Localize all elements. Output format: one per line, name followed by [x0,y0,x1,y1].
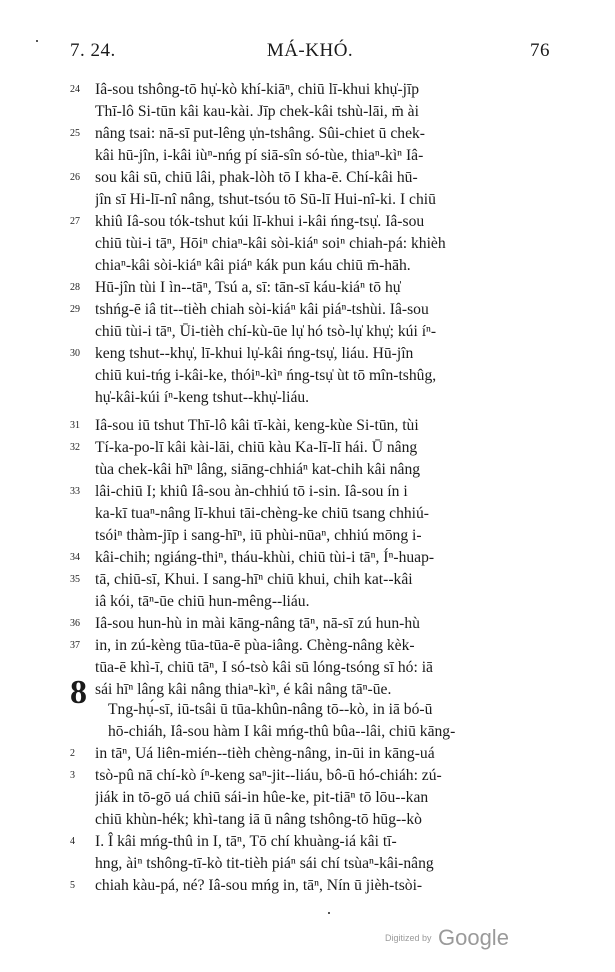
verse-number: 27 [70,216,80,227]
text-line: chiū khùn-hék; khì-tang iā ū nâng tshông-tō hūg--kò [95,811,422,828]
text-line: kâi hū-jîn, i-kâi iùⁿ-nńg pí siā-sîn só-tùe, thiaⁿ-kìⁿ Iâ- [95,147,424,164]
text-line: chiaⁿ-kâi sòi-kiáⁿ kâi piáⁿ kák pun káu chiū m̄-hāh. [95,257,411,274]
text-line: Iâ-sou tshông-tō hụ̍-kò khí-kiāⁿ, chiū lī-khui khụ̍-jīp [95,81,420,98]
text-line: tā, chiū-sī, Khui. I sang-hīⁿ chiū khui, chih kat--kâi [95,571,413,588]
verse-number: 35 [70,574,80,585]
text-line: ka-kī tuaⁿ-nâng lī-khui tāi-chèng-ke chiū tsang chhiú- [95,505,430,522]
text-line: hụ̍-kâi-kúi íⁿ-keng tshut--khụ̍-liáu. [95,389,310,406]
header-book-title: MÁ-KHÓ. [266,40,354,61]
text-line: Tng-hụ́-sī, iū-tsâi ū tūa-khûn-nâng tō--kò, in iā bó-ū [108,701,433,718]
text-line: Thī-lô Si-tūn kâi kau-kài. Jīp chek-kâi tshù-lāi, m̄ ài [95,103,419,120]
page-number: 76 [530,40,550,61]
text-line: keng tshut--khụ̍, lī-khui lụ̍-kâi ńng-tsụ̍, liáu. Hū-jîn [95,345,414,362]
text-line: tsò-pû nā chí-kò íⁿ-keng saⁿ-jit--liáu, bô-ū hó-chiáh: zú- [95,767,442,784]
text-line: Tí-ka-po-lī kâi kài-lāi, chiū kàu Ka-lī-lī hái. Ū nâng [95,439,418,456]
verse-number: 25 [70,128,80,139]
text-line: Iâ-sou hun-hù in mài kāng-nâng tāⁿ, nā-sī zú hun-hù [95,615,420,632]
text-line: chiū kui-tńg i-kâi-ke, thóiⁿ-kìⁿ ńng-tsụ̍ ùt tō mîn-tshûg, [95,367,437,384]
verse-number: 33 [70,486,80,497]
text-line: hng, àiⁿ tshông-tī-kò tit-tièh piáⁿ sái chí tsùaⁿ-kâi-nâng [95,855,434,872]
verse-number: 29 [70,304,80,315]
text-line: tshńg-ē iâ tit--tièh chiah sòi-kiáⁿ kâi piáⁿ-tshùi. Iâ-sou [95,301,429,318]
running-header [70,40,550,66]
digitization-watermark [385,925,509,955]
text-line: nâng tsai: nā-sī put-lêng ụ̍n-tshâng. Sûi-chiet ū chek- [95,125,425,142]
verse-number: 36 [70,618,80,629]
verse-number: 4 [70,836,75,847]
verse-number: 24 [70,84,80,95]
text-line: lâi-chiū I; khiû Iâ-sou àn-chhiú tō i-sin. Iâ-sou ín i [95,483,408,500]
text-line: Hū-jîn tùi I ìn--tāⁿ, Tsú a, sī: tān-sī káu-kiáⁿ tō hụ̍ [95,279,401,296]
text-line: sái hīⁿ lâng kâi nâng thiaⁿ-kìⁿ, é kâi nâng tāⁿ-ūe. [95,681,392,698]
verse-number: 5 [70,880,75,891]
text-line: khiû Iâ-sou tók-tshut kúi lī-khui i-kâi ńng-tsụ̍. Iâ-sou [95,213,425,230]
verse-number: 30 [70,348,80,359]
text-line: I. Î kâi mńg-thû in I, tāⁿ, Tō chí khuàng-iá kâi tī- [95,833,397,850]
verse-number: 37 [70,640,80,651]
text-line: jîn sī Hi-lī-nî nâng, tshut-tsóu tō Sū-lī Hui-nî-ki. I chiū [95,191,436,208]
scan-speck [328,912,330,914]
text-line: hō-chiáh, Iâ-sou hàm I kâi mńg-thû bûa--lâi, chiū kāng- [108,723,456,740]
verse-number: 26 [70,172,80,183]
text-line: in, in zú-kèng tūa-tūa-ē pùa-iâng. Chèng-nâng kèk- [95,637,415,654]
watermark-prefix: Digitized by [385,933,432,943]
google-logo: Google [437,925,509,950]
text-line: chiū tùi-i tāⁿ, Ūi-tièh chí-kù-ūe lụ̍ hó tsò-lụ̍ khụ̍; kúi íⁿ- [95,323,437,340]
text-line: sou kâi sū, chiū lâi, phak-lòh tō I kha-ē. Chí-kâi hū- [95,169,418,186]
text-line: tsóiⁿ thàm-jīp i sang-hīⁿ, iū phùi-nūaⁿ, chhiú mōng i- [95,527,422,544]
verse-number: 32 [70,442,80,453]
verse-number: 2 [70,748,75,759]
verse-number: 31 [70,420,80,431]
text-line: chiah kàu-pá, né? Iâ-sou mńg in, tāⁿ, Nín ū jièh-tsòi- [95,877,423,894]
verse-number: 3 [70,770,75,781]
text-line: kâi-chih; ngiáng-thiⁿ, tháu-khùi, chiū tùi-i tāⁿ, Íⁿ-huap- [95,549,435,566]
header-chapter-verse: 7. 24. [70,40,116,61]
verse-number: 28 [70,282,80,293]
text-line: in tāⁿ, Uá liên-mién--tièh chèng-nâng, in-ūi in kāng-uá [95,745,435,762]
chapter-number: 8 [70,674,87,711]
text-line: Iâ-sou iū tshut Thī-lô kâi tī-kài, keng-kùe Si-tūn, tùi [95,417,419,434]
text-line: iâ kói, tāⁿ-ūe chiū hun-mêng--liáu. [95,593,310,610]
text-line: tūa-ē khì-ī, chiū tāⁿ, I só-tsò kâi sū lóng-tsóng sī hó: iā [95,659,433,676]
verse-number: 34 [70,552,80,563]
text-line: jiák in tō-gō uá chiū sái-in hûe-ke, pit-tiāⁿ tō lōu--kan [95,789,429,806]
text-line: chiū tùi-i tāⁿ, Hōiⁿ chiaⁿ-kâi sòi-kiáⁿ soiⁿ chiah-pá: khièh [95,235,446,252]
scan-speck [36,40,38,42]
text-line: tùa chek-kâi hīⁿ lâng, siāng-chhiáⁿ kat-chih kâi nâng [95,461,421,478]
